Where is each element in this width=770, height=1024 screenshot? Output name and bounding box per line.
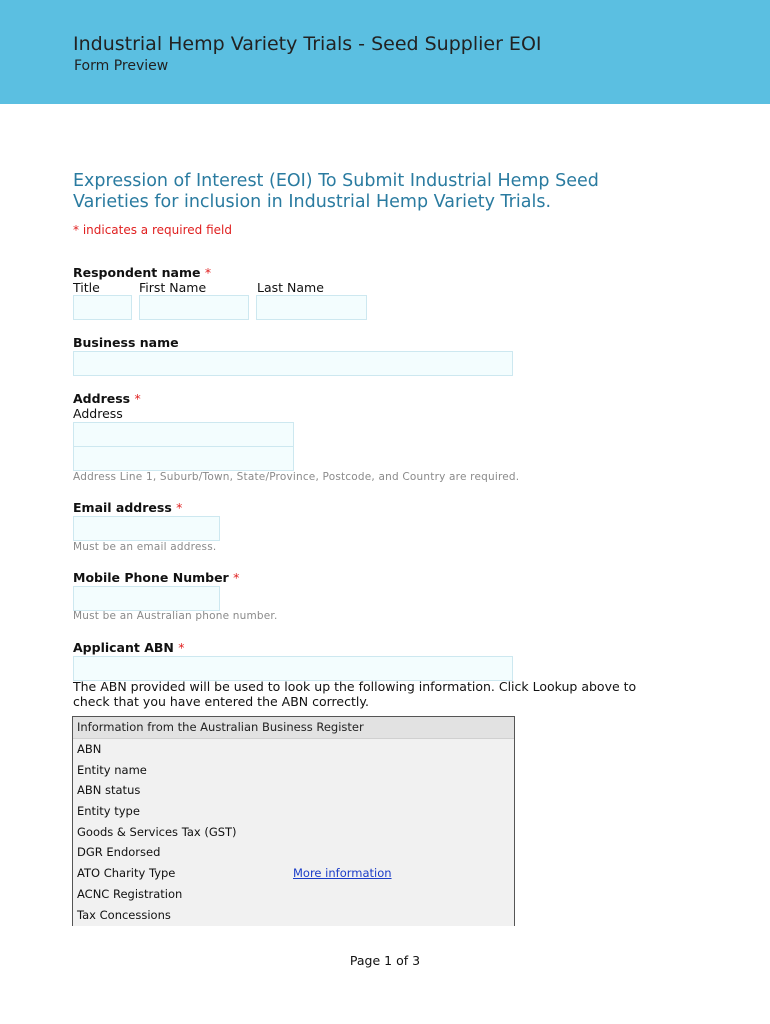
abr-row-dgr <box>73 842 514 863</box>
address-label-text: Address <box>73 391 131 406</box>
last-name-input[interactable] <box>256 295 367 320</box>
abr-row-label: DGR Endorsed <box>77 845 161 860</box>
mobile-label <box>73 570 239 585</box>
address-line2-input[interactable] <box>73 446 294 471</box>
abr-info-table <box>72 716 515 926</box>
respondent-name-label <box>73 265 211 280</box>
page-indicator: Page 1 of 3 <box>349 953 421 968</box>
email-hint: Must be an email address. <box>73 541 217 553</box>
abr-row-entity-name <box>73 760 514 781</box>
mobile-hint: Must be an Australian phone number. <box>73 610 278 622</box>
abr-row-label: Goods & Services Tax (GST) <box>77 824 237 839</box>
last-name-label: Last Name <box>257 280 324 295</box>
address-hint: Address Line 1, Suburb/Town, State/Province, Postcode, and Country are required. <box>73 471 520 483</box>
abr-row-label: Entity type <box>77 804 140 819</box>
first-name-input[interactable] <box>139 295 249 320</box>
abr-row-label: ABN <box>77 742 102 756</box>
mobile-label-text: Mobile Phone Number <box>73 570 229 585</box>
required-marker: * <box>178 640 185 655</box>
abr-row-label: ATO Charity Type <box>77 866 176 881</box>
required-marker: * <box>134 391 141 406</box>
email-label-text: Email address <box>73 500 172 515</box>
abr-row-abn-status <box>73 780 514 801</box>
abr-row-label: Entity name <box>77 762 147 777</box>
mobile-input[interactable] <box>73 586 220 611</box>
abn-label <box>73 640 184 655</box>
abr-row-label: Tax Concessions <box>77 907 171 922</box>
form-title: Industrial Hemp Variety Trials - Seed Supplier EOI <box>73 33 542 55</box>
required-marker: * <box>204 265 212 280</box>
more-information-link[interactable]: More information <box>293 866 392 881</box>
email-label <box>73 500 182 515</box>
email-input[interactable] <box>73 516 220 541</box>
address-label <box>73 391 141 406</box>
abn-description: The ABN provided will be used to look up the following information. Click Lookup above to check that you have entered the ABN correctly. <box>73 679 637 709</box>
abr-row-abn <box>73 739 514 760</box>
page-header <box>0 0 770 104</box>
abr-table-header: Information from the Australian Business Register <box>73 717 514 739</box>
required-field-note: * indicates a required field <box>73 223 232 237</box>
abn-label-text: Applicant ABN <box>73 640 174 655</box>
required-marker: * <box>176 500 183 515</box>
form-preview-subtitle: Form Preview <box>74 58 169 74</box>
abn-input[interactable] <box>73 656 513 681</box>
abr-row-tax-concessions <box>73 905 514 926</box>
address-line1-input[interactable] <box>73 422 294 447</box>
business-name-input[interactable] <box>73 351 513 376</box>
first-name-label: First Name <box>139 280 207 295</box>
abr-row-label: ABN status <box>77 783 141 798</box>
title-label: Title <box>73 280 100 295</box>
abr-row-label: ACNC Registration <box>77 886 183 901</box>
address-sublabel: Address <box>73 406 123 421</box>
abr-row-entity-type <box>73 801 514 822</box>
respondent-name-text: Respondent name <box>73 265 201 280</box>
abr-row-acnc <box>73 884 514 905</box>
abr-row-charity-type <box>73 863 514 884</box>
title-input[interactable] <box>73 295 132 320</box>
form-heading: Expression of Interest (EOI) To Submit Industrial Hemp Seed Varieties for inclusion in Industrial Hemp Variety Trials. <box>73 171 599 212</box>
abr-row-gst <box>73 822 514 843</box>
required-marker: * <box>233 570 240 585</box>
business-name-label: Business name <box>73 335 179 350</box>
